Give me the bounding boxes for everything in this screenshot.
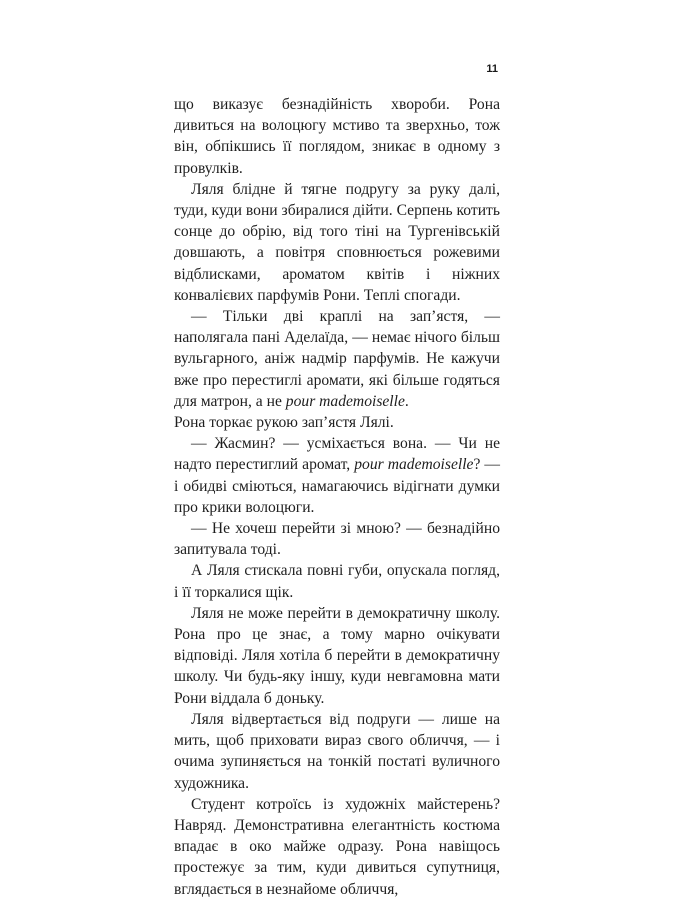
paragraph — [174, 433, 500, 518]
text-run: Студент котроїсь із художніх майстерень? Навряд. Демонстративна елегантність костюма впадає в око майже одразу. Рона навіщось простежує за тим, куди дивиться супутниця, вглядається в незнайоме обличчя, — [174, 795, 500, 898]
paragraph — [174, 179, 500, 306]
text-run: Рона торкає рукою зап’ястя Лялі. — [174, 414, 394, 432]
paragraph — [174, 518, 500, 560]
text-run: — Не хочеш перейти зі мною? — безнадійно запитувала тоді. — [174, 520, 500, 559]
text-run: Ляля блідне й тягне подругу за руку далі, туди, куди вони збиралися дійти. Серпень котить сонце до обрію, від того тіні на Тургенівській довшають, а повітря сповнюється рожевими відблисками, ароматом квітів і ніжних конвалієвих парфумів Рони. Теплі спогади. — [174, 180, 500, 304]
paragraph — [174, 412, 500, 433]
paragraph — [174, 794, 500, 900]
text-run: Ляля відвертається від подруги — лише на мить, щоб приховати вираз свого обличчя, — і очима зупиняється на тонкій постаті вуличного художника. — [174, 710, 500, 792]
text-run: ? — і обидві сміються, намагаючись відігнати думки про крики волоцюги. — [174, 456, 501, 516]
text-run: — Жасмин? — усміхається вона. — Чи не надто перестиглий аромат, — [174, 435, 500, 474]
text-run: — Тільки дві краплі на зап’ястя, — наполягала пані Аделаїда, — немає нічого більш вульгарного, аніж надмір парфумів. Не кажучи вже про перестиглі аромати, які більше годяться для матрон, а не — [174, 308, 500, 410]
paragraph — [174, 603, 500, 709]
italic-phrase: pour mademoiselle — [285, 392, 405, 410]
paragraph — [174, 94, 500, 179]
paragraph — [174, 560, 500, 602]
text-run: . — [404, 392, 409, 410]
body-text — [174, 94, 500, 900]
paragraph — [174, 306, 500, 412]
paragraph — [174, 709, 500, 794]
text-run: Ляля не може перейти в демократичну школу. Рона про це знає, а тому марно очікувати відповіді. Ляля хотіла б перейти в демократичну школу. Чи будь-яку іншу, куди невгамовна мати Рони віддала б доньку. — [174, 604, 500, 707]
page-number: 11 — [486, 63, 498, 75]
text-run: А Ляля стискала повні губи, опускала погляд, і її торкалися щік. — [174, 562, 500, 601]
text-run: що виказує безнадійність хвороби. Рона дивиться на волоцюгу мстиво та зверхньо, тож він, обпікшись її поглядом, зникає в одному з провулків. — [174, 96, 500, 177]
italic-phrase: pour mademoiselle — [354, 456, 474, 474]
